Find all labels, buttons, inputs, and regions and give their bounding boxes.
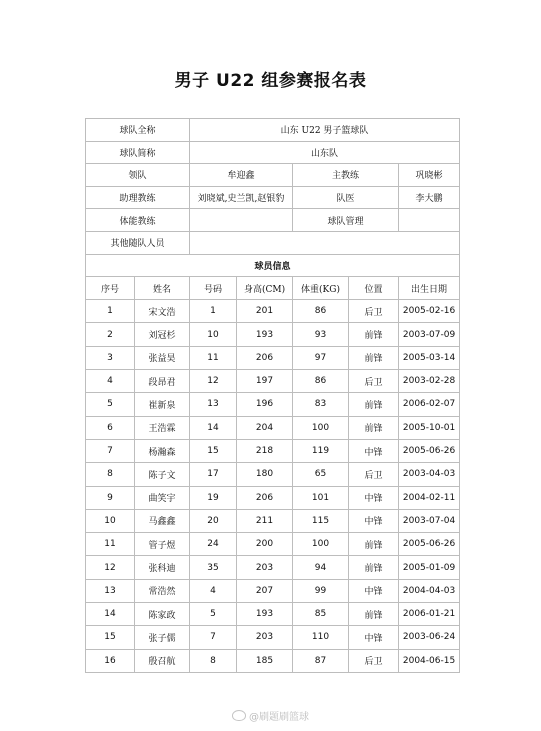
- head-coach-value: 巩晓彬: [399, 164, 460, 187]
- player-number: 7: [190, 626, 237, 649]
- player-weight: 100: [293, 533, 349, 556]
- player-height: 196: [237, 393, 293, 416]
- player-seq: 6: [86, 416, 135, 439]
- leader-label: 领队: [86, 164, 190, 187]
- fitness-row: [86, 209, 460, 232]
- player-number: 4: [190, 579, 237, 602]
- player-weight: 115: [293, 509, 349, 532]
- player-number: 20: [190, 509, 237, 532]
- player-weight: 100: [293, 416, 349, 439]
- player-height: 201: [237, 300, 293, 323]
- player-position: 中锋: [349, 509, 399, 532]
- player-position: 前锋: [349, 603, 399, 626]
- table-row: [86, 370, 460, 393]
- player-seq: 8: [86, 463, 135, 486]
- player-seq: 10: [86, 509, 135, 532]
- player-name: 曲笑宇: [135, 486, 190, 509]
- player-birth-date: 2004-04-03: [399, 579, 460, 602]
- table-row: [86, 649, 460, 672]
- player-seq: 15: [86, 626, 135, 649]
- team-short-name-label: 球队简称: [86, 141, 190, 164]
- table-row: [86, 463, 460, 486]
- player-birth-date: 2005-03-14: [399, 346, 460, 369]
- player-height: 185: [237, 649, 293, 672]
- player-weight: 97: [293, 346, 349, 369]
- player-seq: 2: [86, 323, 135, 346]
- player-seq: 11: [86, 533, 135, 556]
- player-height: 204: [237, 416, 293, 439]
- team-full-name-row: [86, 119, 460, 142]
- column-header: 序号: [86, 277, 135, 300]
- other-staff-label: 其他随队人员: [86, 231, 190, 254]
- player-name: 管子煜: [135, 533, 190, 556]
- column-header: 出生日期: [399, 277, 460, 300]
- player-name: 张子儒: [135, 626, 190, 649]
- player-weight: 86: [293, 370, 349, 393]
- player-name: 陈子文: [135, 463, 190, 486]
- player-birth-date: 2005-02-16: [399, 300, 460, 323]
- form-title: 男子 U22 组参赛报名表: [174, 71, 367, 91]
- player-height: 206: [237, 486, 293, 509]
- player-weight: 101: [293, 486, 349, 509]
- player-position: 后卫: [349, 463, 399, 486]
- table-row: [86, 509, 460, 532]
- player-number: 1: [190, 300, 237, 323]
- other-staff-value: [190, 231, 460, 254]
- player-section-row: [86, 254, 460, 277]
- player-position: 中锋: [349, 439, 399, 462]
- player-weight: 85: [293, 603, 349, 626]
- table-row: [86, 346, 460, 369]
- table-row: [86, 533, 460, 556]
- player-position: 前锋: [349, 556, 399, 579]
- player-name: 马鑫鑫: [135, 509, 190, 532]
- player-birth-date: 2005-06-26: [399, 533, 460, 556]
- player-name: 张科迪: [135, 556, 190, 579]
- player-name: 常浩然: [135, 579, 190, 602]
- player-number: 10: [190, 323, 237, 346]
- player-weight: 99: [293, 579, 349, 602]
- table-row: [86, 439, 460, 462]
- player-weight: 83: [293, 393, 349, 416]
- player-position: 后卫: [349, 300, 399, 323]
- player-birth-date: 2003-02-28: [399, 370, 460, 393]
- player-number: 24: [190, 533, 237, 556]
- table-row: [86, 300, 460, 323]
- player-position: 中锋: [349, 626, 399, 649]
- player-number: 13: [190, 393, 237, 416]
- assistant-row: [86, 186, 460, 209]
- column-header: 身高(CM): [237, 277, 293, 300]
- player-name: 张益昊: [135, 346, 190, 369]
- table-row: [86, 556, 460, 579]
- player-height: 206: [237, 346, 293, 369]
- player-section-title: 球员信息: [86, 254, 460, 277]
- player-height: 203: [237, 626, 293, 649]
- table-row: [86, 393, 460, 416]
- player-name: 王浩霖: [135, 416, 190, 439]
- player-height: 218: [237, 439, 293, 462]
- player-height: 207: [237, 579, 293, 602]
- team-short-name-value: 山东队: [190, 141, 460, 164]
- registration-table: [85, 118, 460, 673]
- assistant-coach-value: 刘晓斌,史兰凯,赵银豹: [190, 186, 293, 209]
- player-seq: 7: [86, 439, 135, 462]
- player-position: 中锋: [349, 579, 399, 602]
- player-height: 211: [237, 509, 293, 532]
- player-number: 15: [190, 439, 237, 462]
- player-name: 宋文浩: [135, 300, 190, 323]
- player-height: 193: [237, 323, 293, 346]
- player-birth-date: 2003-07-09: [399, 323, 460, 346]
- player-name: 崔新泉: [135, 393, 190, 416]
- table-row: [86, 579, 460, 602]
- player-position: 前锋: [349, 416, 399, 439]
- player-seq: 12: [86, 556, 135, 579]
- column-header: 姓名: [135, 277, 190, 300]
- player-birth-date: 2005-10-01: [399, 416, 460, 439]
- player-height: 180: [237, 463, 293, 486]
- player-position: 前锋: [349, 533, 399, 556]
- column-header: 体重(KG): [293, 277, 349, 300]
- team-full-name-value: 山东 U22 男子篮球队: [190, 119, 460, 142]
- leader-row: [86, 164, 460, 187]
- player-birth-date: 2004-02-11: [399, 486, 460, 509]
- player-height: 197: [237, 370, 293, 393]
- player-weight: 87: [293, 649, 349, 672]
- fitness-coach-label: 体能教练: [86, 209, 190, 232]
- table-row: [86, 323, 460, 346]
- player-birth-date: 2006-01-21: [399, 603, 460, 626]
- watermark-text: @刷题刷篮球: [249, 712, 309, 723]
- team-manager-label: 球队管理: [293, 209, 399, 232]
- player-seq: 4: [86, 370, 135, 393]
- player-birth-date: 2006-02-07: [399, 393, 460, 416]
- player-birth-date: 2004-06-15: [399, 649, 460, 672]
- table-row: [86, 626, 460, 649]
- player-weight: 110: [293, 626, 349, 649]
- player-number: 17: [190, 463, 237, 486]
- player-position: 后卫: [349, 649, 399, 672]
- head-coach-label: 主教练: [293, 164, 399, 187]
- team-doctor-label: 队医: [293, 186, 399, 209]
- leader-value: 牟迎鑫: [190, 164, 293, 187]
- player-height: 203: [237, 556, 293, 579]
- player-birth-date: 2005-01-09: [399, 556, 460, 579]
- player-birth-date: 2003-07-04: [399, 509, 460, 532]
- player-weight: 65: [293, 463, 349, 486]
- player-seq: 3: [86, 346, 135, 369]
- player-number: 11: [190, 346, 237, 369]
- player-name: 段昂君: [135, 370, 190, 393]
- player-height: 200: [237, 533, 293, 556]
- table-row: [86, 486, 460, 509]
- table-row: [86, 416, 460, 439]
- player-seq: 16: [86, 649, 135, 672]
- watermark: [232, 708, 309, 723]
- player-header-row: [86, 277, 460, 300]
- player-number: 12: [190, 370, 237, 393]
- player-weight: 119: [293, 439, 349, 462]
- column-header: 位置: [349, 277, 399, 300]
- player-position: 前锋: [349, 323, 399, 346]
- others-row: [86, 231, 460, 254]
- player-seq: 1: [86, 300, 135, 323]
- player-position: 前锋: [349, 346, 399, 369]
- player-position: 后卫: [349, 370, 399, 393]
- player-position: 中锋: [349, 486, 399, 509]
- player-birth-date: 2003-04-03: [399, 463, 460, 486]
- player-weight: 94: [293, 556, 349, 579]
- fitness-coach-value: [190, 209, 293, 232]
- weibo-icon: [232, 710, 246, 721]
- player-seq: 13: [86, 579, 135, 602]
- player-name: 陈家政: [135, 603, 190, 626]
- player-seq: 14: [86, 603, 135, 626]
- player-number: 5: [190, 603, 237, 626]
- player-seq: 5: [86, 393, 135, 416]
- player-number: 14: [190, 416, 237, 439]
- player-height: 193: [237, 603, 293, 626]
- player-weight: 93: [293, 323, 349, 346]
- player-weight: 86: [293, 300, 349, 323]
- table-row: [86, 603, 460, 626]
- player-seq: 9: [86, 486, 135, 509]
- player-birth-date: 2005-06-26: [399, 439, 460, 462]
- player-position: 前锋: [349, 393, 399, 416]
- column-header: 号码: [190, 277, 237, 300]
- player-number: 35: [190, 556, 237, 579]
- team-doctor-value: 李大鹏: [399, 186, 460, 209]
- team-full-name-label: 球队全称: [86, 119, 190, 142]
- team-manager-value: [399, 209, 460, 232]
- player-name: 殷召航: [135, 649, 190, 672]
- player-number: 19: [190, 486, 237, 509]
- player-name: 刘冠杉: [135, 323, 190, 346]
- assistant-coach-label: 助理教练: [86, 186, 190, 209]
- player-number: 8: [190, 649, 237, 672]
- team-short-name-row: [86, 141, 460, 164]
- player-name: 杨瀚森: [135, 439, 190, 462]
- player-birth-date: 2003-06-24: [399, 626, 460, 649]
